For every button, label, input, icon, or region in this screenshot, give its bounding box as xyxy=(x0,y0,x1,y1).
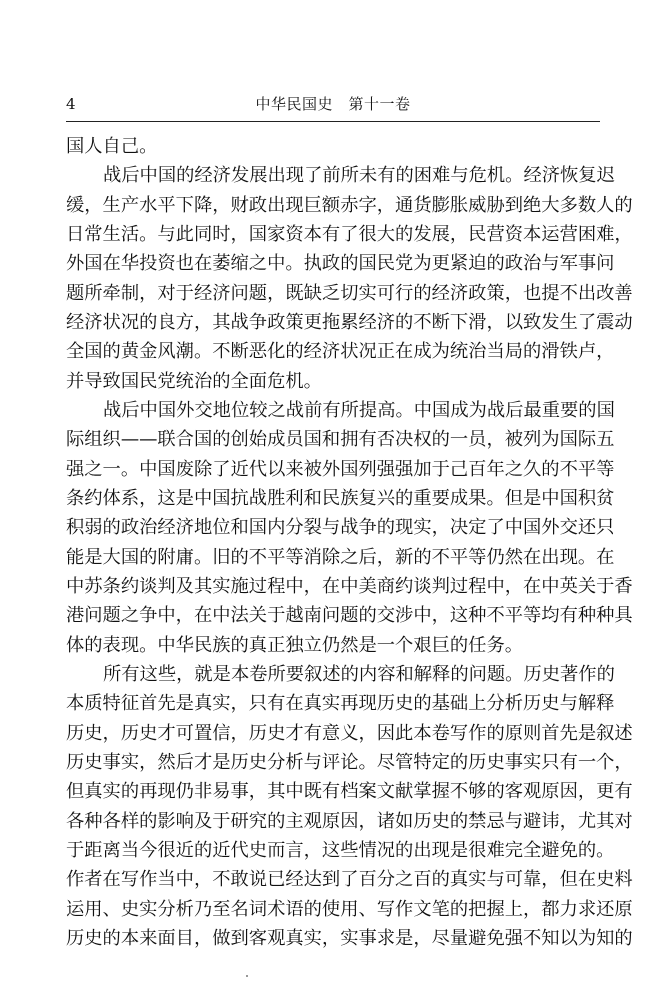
text-line: 战后中国外交地位较之战前有所提高。中国成为战后最重要的国 xyxy=(103,399,615,421)
text-line: 港问题之争中，在中法关于越南问题的交涉中，这种不平等均有种种具 xyxy=(66,605,633,627)
text-line: 全国的黄金风潮。不断恶化的经济状况正在成为统治当局的滑铁卢， xyxy=(66,341,615,363)
text-line: 历史的本来面目，做到客观真实，实事求是，尽量避免强不知以为知的 xyxy=(66,927,633,949)
text-line: 历史事实，然后才是历史分析与评论。尽管特定的历史事实只有一个， xyxy=(66,751,633,773)
text-line: 运用、史实分析乃至名词术语的使用、写作文笔的把握上，都力求还原 xyxy=(66,898,633,920)
text-line: 题所牵制，对于经济问题，既缺乏切实可行的经济政策，也提不出改善 xyxy=(66,282,633,304)
text-line: 体的表现。中华民族的真正独立仍然是一个艰巨的任务。 xyxy=(66,634,524,656)
running-title: 中华民国史 第十一卷 xyxy=(255,95,411,113)
text-line: 但真实的再现仍非易事，其中既有档案文献掌握不够的客观原因，更有 xyxy=(66,781,633,803)
text-line: 历史，历史才可置信，历史才有意义，因此本卷写作的原则首先是叙述 xyxy=(66,722,633,744)
page-header xyxy=(66,94,600,116)
text-line: 强之一。中国废除了近代以来被外国列强强加于己百年之久的不平等 xyxy=(66,458,615,480)
text-line: 日常生活。与此同时，国家资本有了很大的发展，民营资本运营困难， xyxy=(66,223,633,245)
text-line: 缓，生产水平下降，财政出现巨额赤字，通货膨胀威胁到绝大多数人的 xyxy=(66,194,633,216)
body-text xyxy=(66,132,633,953)
text-line: 经济状况的良方，其战争政策更拖累经济的不断下滑，以致发生了震动 xyxy=(66,311,633,333)
text-line: 中苏条约谈判及其实施过程中，在中美商约谈判过程中，在中英关于香 xyxy=(66,575,633,597)
text-line: 际组织——联合国的创始成员国和拥有否决权的一员，被列为国际五 xyxy=(66,429,615,451)
text-line: 能是大国的附庸。旧的不平等消除之后，新的不平等仍然在出现。在 xyxy=(66,546,615,568)
text-line: 本质特征首先是真实，只有在真实再现历史的基础上分析历史与解释 xyxy=(66,693,615,715)
text-line: 条约体系，这是中国抗战胜利和民族复兴的重要成果。但是中国积贫 xyxy=(66,487,615,509)
text-line: 各种各样的影响及于研究的主观原因，诸如历史的禁忌与避讳，尤其对 xyxy=(66,810,633,832)
print-speck xyxy=(246,975,248,977)
text-line: 积弱的政治经济地位和国内分裂与战争的现实，决定了中国外交还只 xyxy=(66,517,615,539)
page-number: 4 xyxy=(66,95,76,113)
text-line: 于距离当今很近的近代史而言，这些情况的出现是很难完全避免的。 xyxy=(66,839,615,861)
text-line: 外国在华投资也在萎缩之中。执政的国民党为更紧迫的政治与军事问 xyxy=(66,253,615,275)
text-line: 战后中国的经济发展出现了前所未有的困难与危机。经济恢复迟 xyxy=(103,165,615,187)
text-line: 作者在写作当中，不敢说已经达到了百分之百的真实与可靠，但在史料 xyxy=(66,869,633,891)
text-line: 所有这些，就是本卷所要叙述的内容和解释的问题。历史著作的 xyxy=(103,663,615,685)
header-rule xyxy=(66,121,600,122)
text-line: 并导致国民党统治的全面危机。 xyxy=(66,370,322,392)
text-line: 国人自己。 xyxy=(66,136,158,157)
